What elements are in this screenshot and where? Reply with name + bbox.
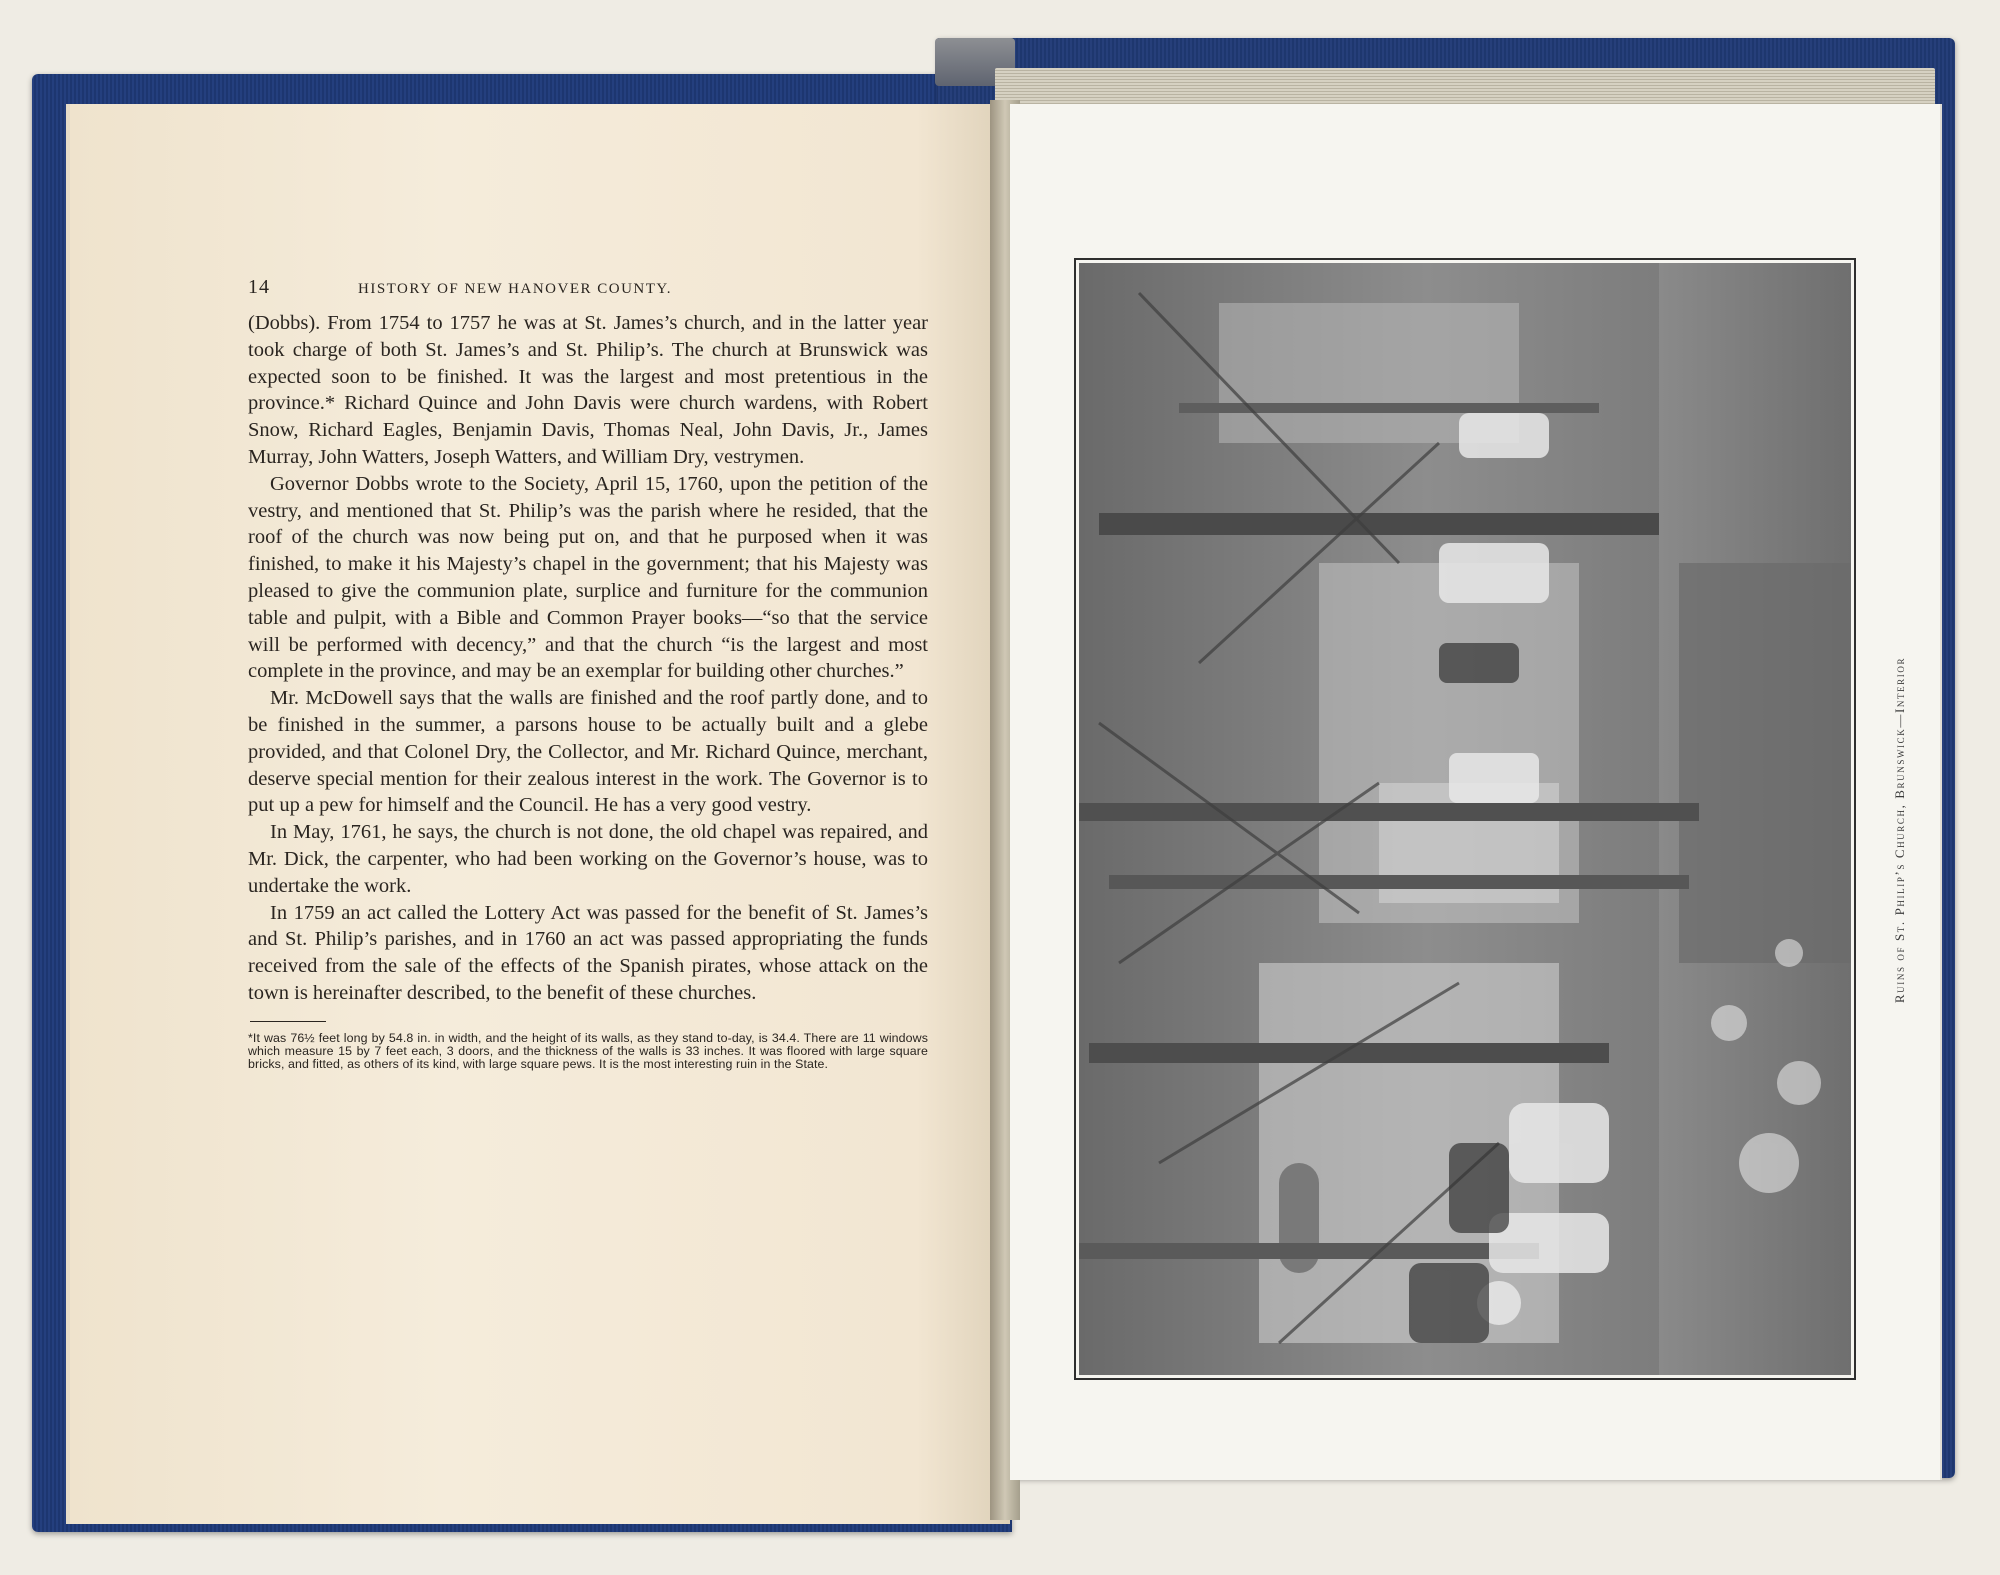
photo-plate [1074, 258, 1856, 1380]
paragraph: Mr. McDowell says that the walls are finished and the roof partly done, and to be finished in the summer, a parsons house to be actually built and a glebe provided, and that Colonel Dry, the Collector, and Mr. Richard Quince, merchant, deserve special mention for their zealous interest in the work. The Governor is to put up a pew for himself and the Council. He has a very good vestry. [248, 687, 928, 817]
plate-caption [1880, 640, 1920, 1020]
footnote-rule [250, 1021, 326, 1022]
header-title: HISTORY OF NEW HANOVER COUNTY. [358, 281, 673, 297]
page-number: 14 [248, 276, 270, 298]
footnote: *It was 76½ feet long by 54.8 in. in width, and the height of its walls, as they stand to-day, is 34.4. There are 11 windows which measure 15 by 7 feet each, 3 doors, and the thickness of the walls is 33 inches. It was floored with large square bricks, and fitted, as others of its kind, with large square pews. It is the most interesting ruin in the State. [248, 1030, 928, 1072]
paragraph: In 1759 an act called the Lottery Act was passed for the benefit of St. James’s and St. Philip’s parishes, and in 1760 an act was passed appropriating the funds received from the sale of the effects of the Spanish pirates, whose attack on the town is hereinafter described, to the benefit of these churches. [248, 901, 928, 1004]
left-page-content [248, 276, 928, 1071]
paragraph: (Dobbs). From 1754 to 1757 he was at St. James’s church, and in the latter year took charge of both St. James’s and St. Philip’s. The church at Brunswick was expected soon to be finished. It was the largest and most pretentious in the province.* Richard Quince and John Davis were church wardens, with Robert Snow, Richard Eagles, Benjamin Davis, Thomas Neal, John Davis, Jr., James Murray, John Watters, Joseph Watters, and William Dry, vestrymen. [248, 312, 928, 468]
plate-caption-text: Ruins of St. Philip’s Church, Brunswick—Interior [1892, 656, 1908, 1004]
running-head [248, 276, 928, 306]
left-page [66, 104, 1010, 1524]
body-text [248, 310, 928, 1007]
photograph-plate-icon [1079, 263, 1851, 1375]
paragraph: Governor Dobbs wrote to the Society, April 15, 1760, upon the petition of the vestry, and mentioned that St. Philip’s was the parish where he resided, that the roof of the church was now being put on, and that he purposed when it was finished, to make it his Majesty’s chapel in the government; that his Majesty was pleased to give the communion plate, surplice and furniture for the communion table and pulpit, with a Bible and Common Prayer books—“so that the service will be performed with decency,” and that the church “is the largest and most complete in the province, and may be an exemplar for building other churches.” [248, 472, 928, 683]
paragraph: In May, 1761, he says, the church is not done, the old chapel was repaired, and Mr. Dick, the carpenter, who had been working on the Governor’s house, was to undertake the work. [248, 821, 928, 897]
